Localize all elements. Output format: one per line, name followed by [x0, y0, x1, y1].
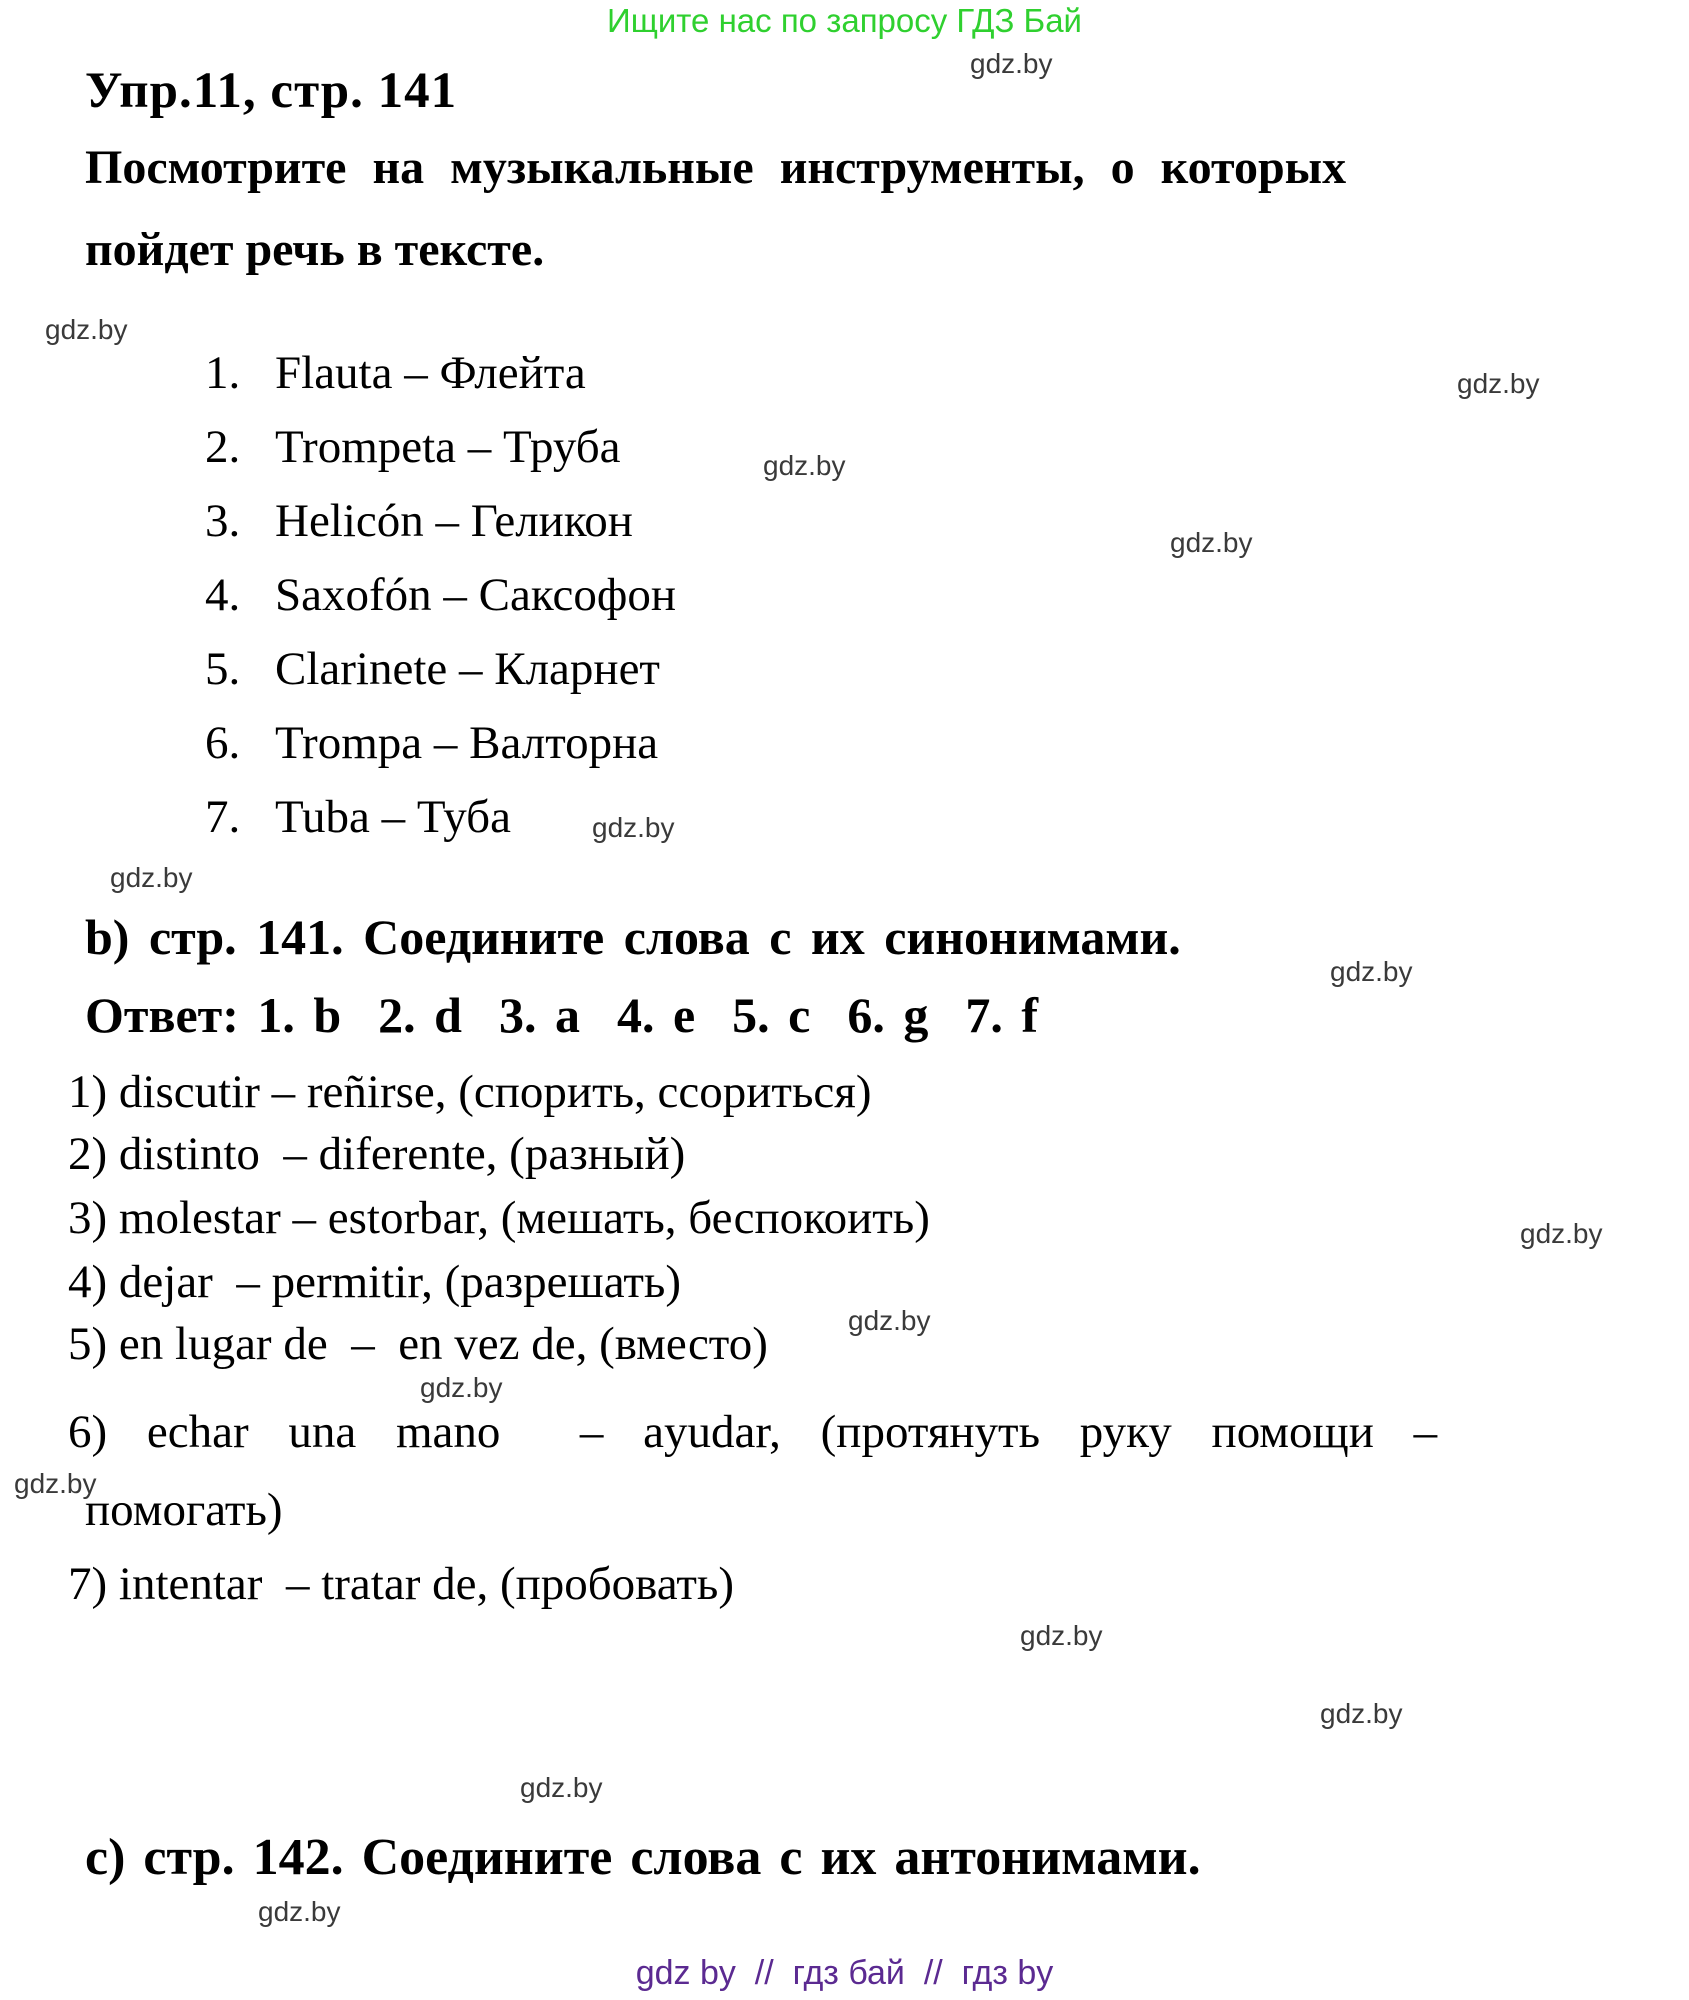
synonym-line-wrap: помогать)	[85, 1484, 283, 1536]
gdz-watermark: gdz.by	[258, 1896, 341, 1927]
synonym-line: 6) echar una mano – ayudar, (протянуть руку помощи –	[68, 1406, 1438, 1458]
gdz-watermark: gdz.by	[1320, 1698, 1403, 1729]
list-item-number: 2.	[205, 421, 241, 474]
task-text-line1: Посмотрите на музыкальные инструменты, о которых	[85, 141, 1347, 194]
gdz-watermark: gdz.by	[420, 1372, 503, 1403]
gdz-watermark: gdz.by	[763, 450, 846, 481]
gdz-watermark: gdz.by	[45, 314, 128, 345]
synonym-line: 7) intentar – tratar de, (пробовать)	[68, 1558, 735, 1610]
task-text-line2: пойдет речь в тексте.	[85, 223, 545, 276]
list-item-text: Helicón – Геликон	[275, 495, 633, 548]
section-c-heading: c) стр. 142. Соедините слова с их антонимами.	[85, 1829, 1201, 1886]
list-item-number: 5.	[205, 643, 241, 696]
gdz-watermark: gdz.by	[1170, 527, 1253, 558]
section-b-heading: b) стр. 141. Соедините слова с их синонимами.	[85, 909, 1181, 965]
synonym-line: 4) dejar – permitir, (разрешать)	[68, 1256, 681, 1308]
synonym-line: 3) molestar – estorbar, (мешать, беспокоить)	[68, 1192, 930, 1244]
gdz-watermark: gdz.by	[110, 862, 193, 893]
synonym-line: 2) distinto – diferente, (разный)	[68, 1128, 686, 1180]
list-item	[158, 744, 511, 892]
gdz-watermark: gdz.by	[1020, 1620, 1103, 1651]
gdz-watermark: gdz.by	[1520, 1218, 1603, 1249]
exercise-title: Упр.11, стр. 141	[85, 63, 458, 119]
list-item-text: Trompeta – Труба	[275, 421, 621, 474]
gdz-watermark: gdz.by	[1330, 956, 1413, 987]
footer-branding: gdz by // гдз бай // гдз by	[635, 1954, 1054, 1992]
list-item-number: 1.	[205, 347, 241, 400]
gdz-watermark: gdz.by	[848, 1305, 931, 1336]
gdz-watermark: gdz.by	[1457, 368, 1540, 399]
list-item-text: Trompa – Валторна	[275, 717, 659, 770]
list-item-text: Saxofón – Саксофон	[275, 569, 676, 622]
list-item-number: 3.	[205, 495, 241, 548]
gdz-watermark: gdz.by	[520, 1772, 603, 1803]
synonym-line: 1) discutir – reñirse, (спорить, ссориться)	[68, 1066, 872, 1118]
promo-header: Ищите нас по запросу ГДЗ Бай	[607, 2, 1082, 39]
gdz-watermark: gdz.by	[592, 812, 675, 843]
synonym-line: 5) en lugar de – en vez de, (вместо)	[68, 1318, 768, 1370]
list-item-number: 6.	[205, 717, 241, 770]
gdz-watermark: gdz.by	[970, 48, 1053, 79]
gdz-watermark: gdz.by	[14, 1468, 97, 1499]
list-item-text: Tuba – Туба	[275, 791, 511, 844]
list-item-number: 7.	[205, 791, 241, 844]
list-item-text: Flauta – Флейта	[275, 347, 586, 400]
list-item-text: Clarinete – Кларнет	[275, 643, 660, 696]
list-item-number: 4.	[205, 569, 241, 622]
section-b-answer: Ответ: 1. b 2. d 3. a 4. e 5. c 6. g 7. f	[85, 987, 1039, 1043]
